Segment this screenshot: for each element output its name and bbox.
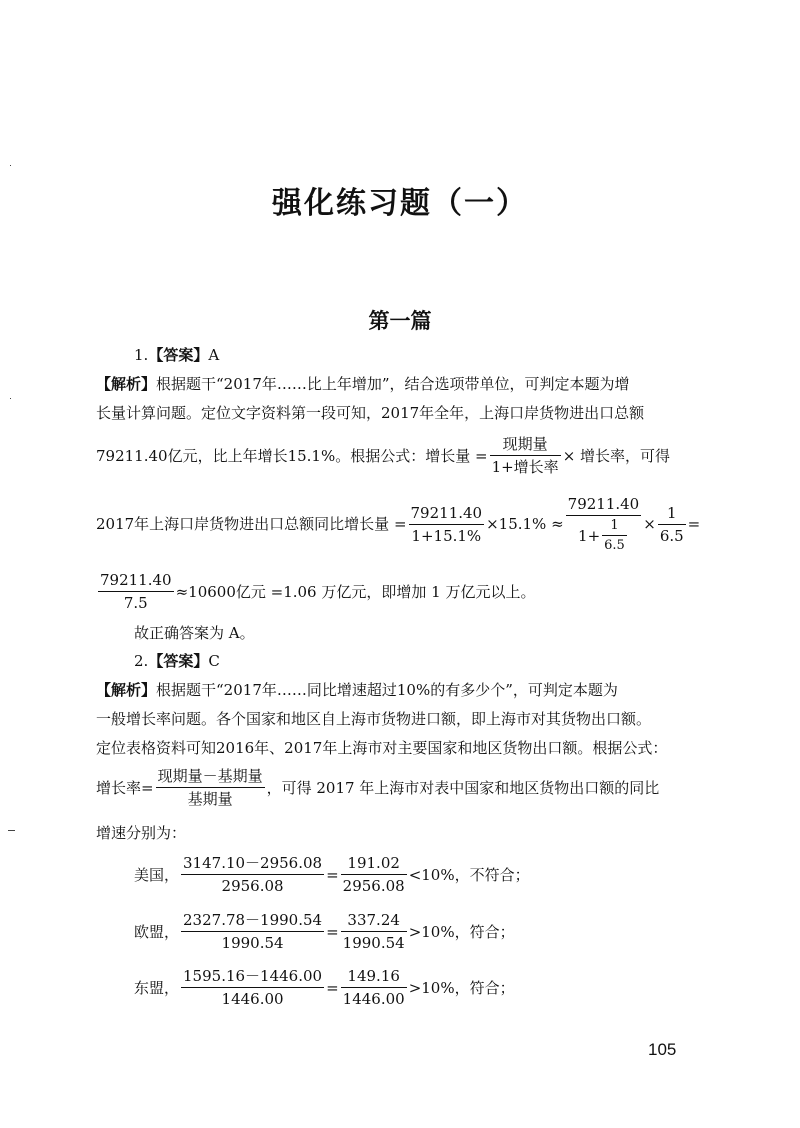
q2-analysis-line3: 定位表格资料可知2016年、2017年上海市对主要国家和地区货物出口额。根据公式： — [96, 739, 668, 757]
page-number: 105 — [648, 1040, 677, 1059]
nested-fraction — [566, 494, 642, 554]
q2-number: 2. — [134, 652, 149, 670]
q2-analysis-line2: 一般增长率问题。各个国家和地区自上海市货物进口额，即上海市对其货物出口额。 — [96, 710, 652, 728]
fraction-denominator: 1990.54 — [342, 934, 405, 952]
q2-answer-value: C — [208, 652, 220, 670]
equals-sign: = — [326, 865, 339, 884]
q2-answer — [134, 649, 728, 673]
fraction-numerator: 337.24 — [341, 910, 407, 932]
rate-result: >10%，符合； — [408, 922, 515, 941]
page-title: 强化练习题（一） — [272, 186, 528, 221]
q1-text: 1+ — [578, 526, 601, 545]
q1-text: 2017年上海口岸货物进出口总额同比增长量 = — [96, 515, 407, 533]
calc-fraction — [658, 503, 686, 546]
fraction-denominator: 1446.00 — [221, 990, 284, 1008]
region-name: 欧盟， — [134, 922, 180, 941]
fraction-denominator: 7.5 — [123, 594, 148, 612]
fraction-numerator: 3147.10－2956.08 — [181, 853, 324, 875]
q1-answer-tag: 【答案】 — [148, 346, 209, 364]
rate-result: <10%，不符合； — [408, 865, 530, 884]
calc-fraction — [181, 966, 324, 1009]
q1-answer — [134, 343, 728, 367]
q1-analysis-tag: 【解析】 — [96, 375, 157, 393]
fraction-numerator: 现期量－基期量 — [156, 766, 265, 788]
table-row — [134, 966, 728, 1009]
fraction-numerator: 现期量 — [490, 434, 561, 456]
calc-fraction — [341, 910, 407, 953]
fraction-denominator: 1446.00 — [342, 990, 405, 1008]
fraction-numerator: 1 — [602, 517, 627, 536]
q1-calculation-line — [96, 494, 701, 554]
equals-sign: = — [326, 922, 339, 941]
q2-formula-line — [96, 766, 690, 809]
q1-result-line — [96, 570, 690, 613]
table-row — [134, 910, 728, 953]
scan-mark — [8, 830, 15, 831]
result-fraction — [98, 570, 174, 613]
q1-answer-value: A — [208, 346, 220, 364]
fraction-denominator: 基期量 — [187, 790, 233, 808]
region-name: 美国， — [134, 865, 180, 884]
fraction-numerator: 149.16 — [341, 966, 407, 988]
calc-fraction — [341, 966, 407, 1009]
q2-analysis-tag: 【解析】 — [96, 681, 157, 699]
q1-text: 根据题干“2017年……比上年增加”，结合选项带单位，可判定本题为增 — [156, 375, 630, 393]
region-name: 东盟， — [134, 978, 180, 997]
q1-analysis-line2: 长量计算问题。定位文字资料第一段可知，2017年全年，上海口岸货物进出口总额 — [96, 404, 645, 422]
calc-fraction — [409, 503, 485, 546]
fraction-denominator: 6.5 — [604, 538, 625, 553]
q2-text: 根据题干“2017年……同比增速超过10%的有多少个”，可判定本题为 — [156, 681, 618, 699]
q2-text: 增长率= — [96, 778, 154, 797]
inner-fraction — [602, 517, 627, 554]
fraction-denominator: 2956.08 — [221, 877, 284, 895]
fraction-numerator: 1595.16－1446.00 — [181, 966, 324, 988]
q2-answer-tag: 【答案】 — [148, 652, 209, 670]
times-sign: × — [643, 515, 656, 533]
fraction-numerator: 1 — [658, 503, 686, 525]
q1-analysis-line1 — [96, 372, 690, 396]
fraction-numerator: 79211.40 — [98, 570, 174, 592]
q1-number: 1. — [134, 346, 149, 364]
q1-conclusion: 故正确答案为 A。 — [134, 624, 255, 642]
q2-analysis-line1 — [96, 678, 690, 702]
calc-fraction — [181, 853, 324, 896]
chapter-heading: 第一篇 — [368, 308, 432, 333]
rate-result: >10%，符合； — [408, 978, 515, 997]
q1-text: ×15.1% ≈ — [486, 515, 564, 533]
fraction-denominator: 1990.54 — [221, 934, 284, 952]
q2-rates-intro: 增速分别为： — [96, 824, 187, 842]
equals-sign: = — [326, 978, 339, 997]
fraction-denominator: 2956.08 — [342, 877, 405, 895]
q1-text: × 增长率，可得 — [562, 446, 671, 465]
growth-rate-fraction — [156, 766, 265, 809]
scan-mark — [10, 165, 11, 166]
q2-text: ，可得 2017 年上海市对表中国家和地区货物出口额的同比 — [266, 778, 660, 797]
q1-text: ≈10600亿元 =1.06 万亿元，即增加 1 万亿元以上。 — [175, 582, 536, 601]
fraction-denominator: 1+15.1% — [411, 526, 482, 545]
equals-sign: = — [687, 515, 701, 533]
fraction-denominator — [566, 516, 642, 554]
calc-fraction — [181, 910, 324, 953]
calc-fraction — [341, 853, 407, 896]
q1-formula-line — [96, 434, 690, 477]
fraction-denominator: 6.5 — [659, 526, 684, 545]
scan-mark — [10, 398, 11, 399]
q1-text: 79211.40亿元，比上年增长15.1%。根据公式：增长量 = — [96, 446, 488, 465]
fraction-denominator: 1+增长率 — [491, 458, 559, 476]
fraction-numerator: 79211.40 — [566, 494, 642, 516]
table-row — [134, 853, 728, 896]
fraction-numerator: 79211.40 — [409, 503, 485, 525]
growth-formula-fraction — [490, 434, 561, 477]
fraction-numerator: 2327.78－1990.54 — [181, 910, 324, 932]
fraction-numerator: 191.02 — [341, 853, 407, 875]
